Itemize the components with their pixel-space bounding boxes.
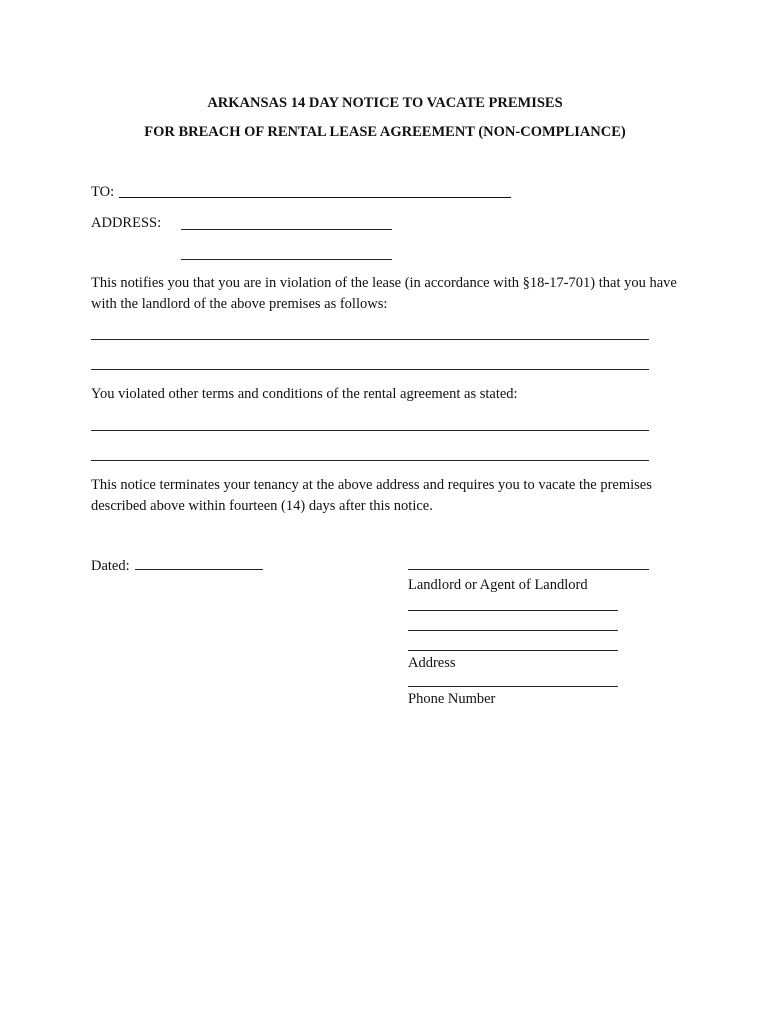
- address-label: ADDRESS:: [91, 215, 162, 231]
- landlord-label: Landlord or Agent of Landlord: [408, 577, 588, 593]
- violation-line-2[interactable]: [91, 369, 649, 370]
- dated-field-line[interactable]: [135, 569, 263, 570]
- landlord-address-line-2[interactable]: [408, 630, 618, 631]
- landlord-address-line-3[interactable]: [408, 650, 618, 651]
- to-label: TO:: [91, 184, 115, 200]
- phone-number-line[interactable]: [408, 686, 618, 687]
- address-field-line-2[interactable]: [181, 259, 392, 260]
- landlord-address-line-1[interactable]: [408, 610, 618, 611]
- other-terms-paragraph: You violated other terms and conditions of the rental agreement as stated:: [91, 386, 518, 402]
- document-subtitle: FOR BREACH OF RENTAL LEASE AGREEMENT (NON-COMPLIANCE): [144, 124, 626, 140]
- to-field-line[interactable]: [119, 197, 511, 198]
- other-terms-line-1[interactable]: [91, 430, 649, 431]
- address-caption: Address: [408, 655, 456, 671]
- violation-paragraph: This notifies you that you are in violation of the lease (in accordance with §18-17-701) that you have with the landlord of the above premises as follows:: [91, 275, 677, 312]
- termination-paragraph: This notice terminates your tenancy at the above address and requires you to vacate the premises described above within fourteen (14) days after this notice.: [91, 477, 652, 514]
- document-title: ARKANSAS 14 DAY NOTICE TO VACATE PREMISES: [207, 95, 563, 111]
- landlord-signature-line[interactable]: [408, 569, 649, 570]
- address-field-line-1[interactable]: [181, 229, 392, 230]
- phone-number-label: Phone Number: [408, 691, 496, 707]
- other-terms-line-2[interactable]: [91, 460, 649, 461]
- dated-label: Dated:: [91, 558, 130, 574]
- violation-line-1[interactable]: [91, 339, 649, 340]
